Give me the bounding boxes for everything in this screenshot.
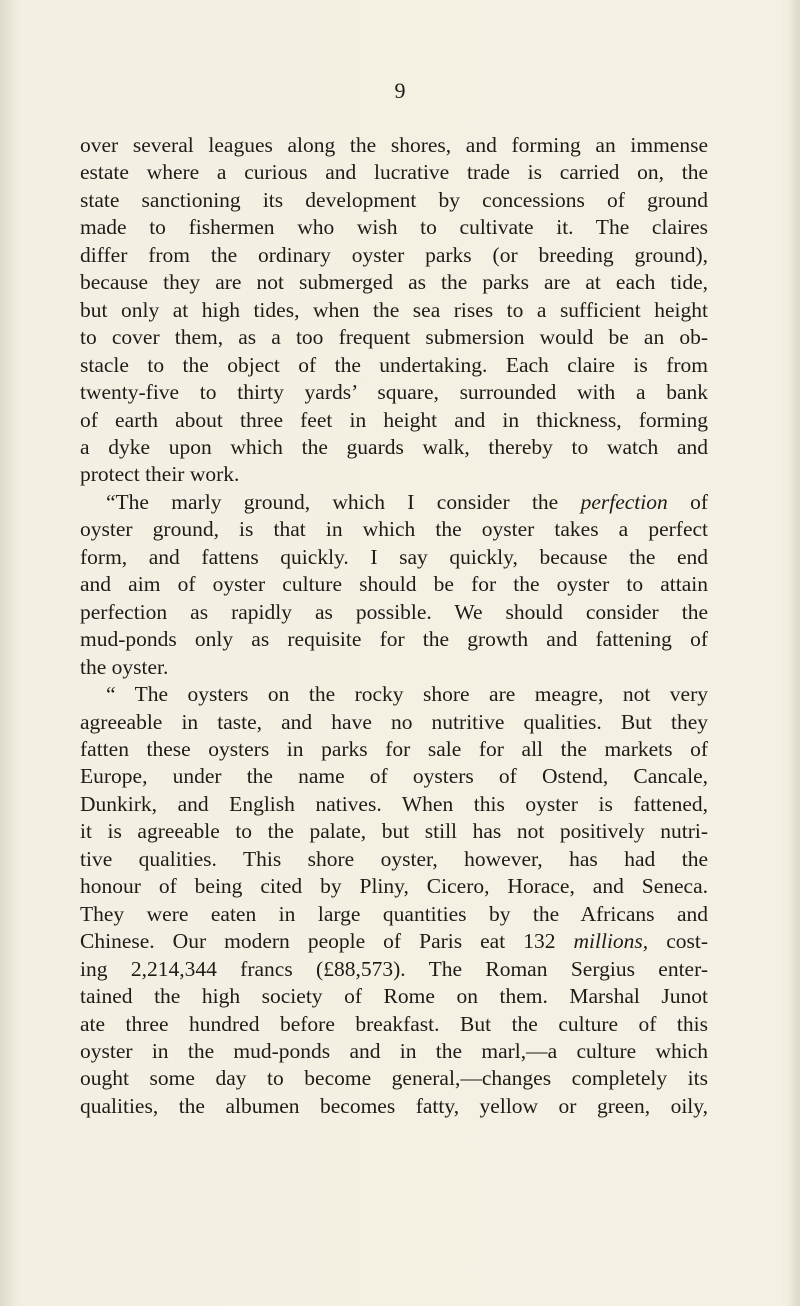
text-line: twenty-five to thirty yards’ square, surrounded with a bank — [80, 380, 708, 405]
text-line: made to fishermen who wish to cultivate it. The claires — [80, 215, 708, 240]
page-edge-shadow — [788, 0, 800, 1306]
text-line: “ The oysters on the rocky shore are meagre, not very — [106, 682, 708, 707]
text-line: differ from the ordinary oyster parks (or breeding ground), — [80, 242, 708, 267]
text-line: honour of being cited by Pliny, Cicero, Horace, and Seneca. — [80, 874, 708, 899]
body-text — [80, 132, 708, 1120]
text-line: to cover them, as a too frequent submersion would be an ob- — [80, 325, 708, 350]
text-line: tained the high society of Rome on them. Marshal Junot — [80, 984, 708, 1009]
text-line: tive qualities. This shore oyster, however, has had the — [80, 846, 708, 871]
text-line: perfection as rapidly as possible. We should consider the — [80, 599, 708, 624]
text-line: They were eaten in large quantities by the Africans and — [80, 901, 708, 926]
text-line: protect their work. — [80, 462, 240, 487]
text-line: agreeable in taste, and have no nutritive qualities. But they — [80, 709, 708, 734]
text-line: Chinese. Our modern people of Paris eat 132 millions, cost- — [80, 929, 709, 954]
italic-text: perfection — [580, 489, 668, 514]
text-line: the oyster. — [80, 654, 169, 679]
text-line: oyster ground, is that in which the oyster takes a perfect — [80, 517, 708, 542]
text-line: qualities, the albumen becomes fatty, yellow or green, oily, — [80, 1093, 708, 1118]
text-line: a dyke upon which the guards walk, thereby to watch and — [80, 434, 708, 459]
page-number: 9 — [394, 78, 406, 103]
text-line: “The marly ground, which I consider the perfection of — [106, 489, 708, 514]
text-line: stacle to the object of the undertaking. Each claire is from — [80, 352, 708, 377]
text-line: fatten these oysters in parks for sale for all the markets of — [80, 736, 708, 761]
text-line: Dunkirk, and English natives. When this oyster is fattened, — [80, 791, 708, 816]
text-line: ought some day to become general,—changes completely its — [80, 1066, 708, 1091]
italic-text: millions, — [573, 929, 649, 954]
text-line: over several leagues along the shores, and forming an immense — [80, 133, 708, 157]
text-line: ate three hundred before breakfast. But the culture of this — [80, 1011, 708, 1036]
text-line: Europe, under the name of oysters of Ostend, Cancale, — [80, 764, 708, 789]
text-line: oyster in the mud-ponds and in the marl,—a culture which — [80, 1038, 708, 1063]
text-line: because they are not submerged as the parks are at each tide, — [80, 270, 708, 295]
text-line: estate where a curious and lucrative trade is carried on, the — [80, 160, 708, 185]
text-line: mud-ponds only as requisite for the growth and fattening of — [80, 627, 708, 652]
text-line: and aim of oyster culture should be for the oyster to attain — [80, 572, 708, 597]
page-gutter-shadow — [0, 0, 22, 1306]
text-line: ing 2,214,344 francs (£88,573). The Roman Sergius enter- — [80, 956, 708, 981]
text-line: but only at high tides, when the sea rises to a sufficient height — [80, 297, 708, 322]
text-line: form, and fattens quickly. I say quickly, because the end — [80, 544, 708, 569]
text-line: state sanctioning its development by concessions of ground — [80, 187, 708, 212]
text-line: of earth about three feet in height and in thickness, forming — [80, 407, 708, 432]
text-line: it is agreeable to the palate, but still has not positively nutri- — [80, 819, 708, 844]
